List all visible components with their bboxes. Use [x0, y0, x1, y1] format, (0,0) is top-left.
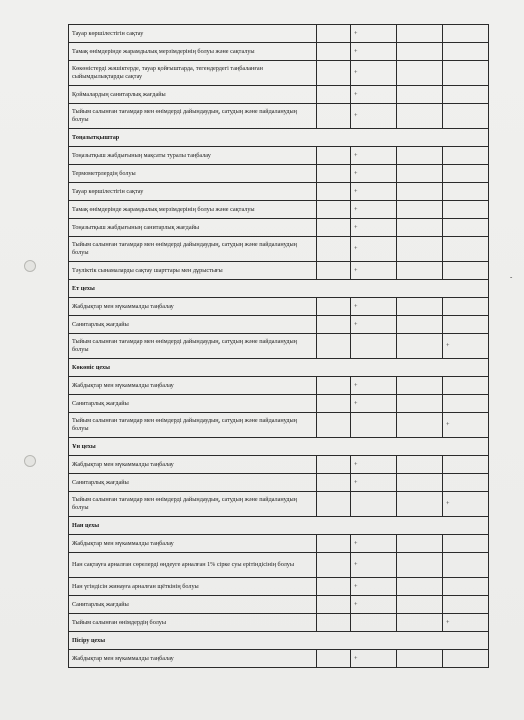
- answer-cell: +: [351, 377, 397, 395]
- answer-cell: [443, 86, 489, 104]
- answer-cell: [397, 596, 443, 614]
- answer-cell: +: [351, 650, 397, 668]
- answer-cell: [317, 316, 351, 334]
- answer-cell: [317, 219, 351, 237]
- answer-cell: [317, 201, 351, 219]
- answer-cell: [397, 395, 443, 413]
- answer-cell: [317, 25, 351, 43]
- answer-cell: [317, 553, 351, 578]
- answer-cell: [443, 201, 489, 219]
- inspection-checklist-table: [68, 24, 489, 668]
- answer-cell: [443, 578, 489, 596]
- punch-hole: [24, 260, 36, 272]
- criterion-text: Тауар көршілестігін сақтау: [69, 25, 317, 43]
- checklist-row: [69, 334, 489, 359]
- answer-cell: [443, 262, 489, 280]
- criterion-text: Нан сақтауға арналған сөрелерді өңдеуге арналған 1% сірке суы ерітіндісінің болуы: [69, 553, 317, 578]
- criterion-text: Көкөністерді жәшіктерде, тауар қойғыштарда, тегендердегі таңбаланған сыйымдылықтарды сақтау: [69, 61, 317, 86]
- checklist-row: [69, 61, 489, 86]
- answer-cell: [317, 395, 351, 413]
- checklist-row: [69, 147, 489, 165]
- criterion-text: Термометрлердің болуы: [69, 165, 317, 183]
- answer-cell: [317, 456, 351, 474]
- answer-cell: +: [351, 43, 397, 61]
- answer-cell: [443, 650, 489, 668]
- criterion-text: Нан үгіндісін жинауға арналған щёткінің болуы: [69, 578, 317, 596]
- answer-cell: +: [443, 413, 489, 438]
- answer-cell: +: [351, 201, 397, 219]
- checklist-row: [69, 316, 489, 334]
- answer-cell: [397, 650, 443, 668]
- answer-cell: [317, 474, 351, 492]
- criterion-text: Тоңазытқыш жабдығының мақсаты туралы таңбалау: [69, 147, 317, 165]
- answer-cell: [317, 334, 351, 359]
- answer-cell: [443, 104, 489, 129]
- checklist-row: [69, 298, 489, 316]
- answer-cell: [397, 165, 443, 183]
- answer-cell: [397, 334, 443, 359]
- criterion-text: Тыйым салынған тағамдар мен өнімдерді дайындаудың, сатудың және пайдаланудың болуы: [69, 104, 317, 129]
- answer-cell: [397, 237, 443, 262]
- section-title: Ұн цехы: [69, 438, 489, 456]
- answer-cell: [351, 334, 397, 359]
- answer-cell: [443, 183, 489, 201]
- checklist-row: [69, 456, 489, 474]
- criterion-text: Жабдықтар мен мүкаммалды таңбалау: [69, 377, 317, 395]
- answer-cell: +: [351, 25, 397, 43]
- checklist-row: [69, 553, 489, 578]
- margin-mark: -: [510, 273, 513, 281]
- criterion-text: Тәуліктік сынамаларды сақтау шарттары мен дұрыстығы: [69, 262, 317, 280]
- criterion-text: Тауар көршілестігін сақтау: [69, 183, 317, 201]
- checklist-row: [69, 262, 489, 280]
- criterion-text: Жабдықтар мен мүкаммалды таңбалау: [69, 456, 317, 474]
- answer-cell: [443, 596, 489, 614]
- answer-cell: +: [351, 219, 397, 237]
- answer-cell: +: [351, 86, 397, 104]
- punch-hole: [24, 455, 36, 467]
- checklist-row: [69, 650, 489, 668]
- checklist-row: [69, 492, 489, 517]
- section-header-row: [69, 517, 489, 535]
- checklist-row: [69, 377, 489, 395]
- answer-cell: +: [351, 183, 397, 201]
- answer-cell: [443, 456, 489, 474]
- answer-cell: [443, 298, 489, 316]
- answer-cell: [397, 104, 443, 129]
- checklist-row: [69, 413, 489, 438]
- answer-cell: [351, 614, 397, 632]
- criterion-text: Тыйым салынған тағамдар мен өнімдерді дайындаудың, сатудың және пайдаланудың болуы: [69, 237, 317, 262]
- answer-cell: +: [443, 614, 489, 632]
- answer-cell: [317, 147, 351, 165]
- answer-cell: +: [351, 237, 397, 262]
- answer-cell: +: [351, 316, 397, 334]
- criterion-text: Қоймалардың санитарлық жағдайы: [69, 86, 317, 104]
- answer-cell: [443, 147, 489, 165]
- answer-cell: [317, 61, 351, 86]
- criterion-text: Санитарлық жағдайы: [69, 395, 317, 413]
- answer-cell: [317, 237, 351, 262]
- checklist-row: [69, 535, 489, 553]
- checklist-row: [69, 474, 489, 492]
- answer-cell: [351, 492, 397, 517]
- section-header-row: [69, 129, 489, 147]
- checklist-row: [69, 104, 489, 129]
- answer-cell: [443, 25, 489, 43]
- criterion-text: Тамақ өнімдерінде жарамдылық мерзімдерінің болуы және сақталуы: [69, 43, 317, 61]
- answer-cell: [397, 86, 443, 104]
- answer-cell: [397, 553, 443, 578]
- answer-cell: [317, 262, 351, 280]
- answer-cell: [397, 614, 443, 632]
- answer-cell: [443, 535, 489, 553]
- section-header-row: [69, 359, 489, 377]
- criterion-text: Санитарлық жағдайы: [69, 316, 317, 334]
- section-title: Көкөніс цехы: [69, 359, 489, 377]
- answer-cell: [443, 377, 489, 395]
- answer-cell: +: [351, 596, 397, 614]
- answer-cell: +: [443, 334, 489, 359]
- answer-cell: [317, 413, 351, 438]
- answer-cell: [443, 395, 489, 413]
- section-title: Нан цехы: [69, 517, 489, 535]
- answer-cell: [397, 316, 443, 334]
- answer-cell: +: [351, 578, 397, 596]
- answer-cell: [317, 86, 351, 104]
- checklist-row: [69, 237, 489, 262]
- criterion-text: Тамақ өнімдерінде жарамдылық мерзімдерінің болуы және сақталуы: [69, 201, 317, 219]
- criterion-text: Жабдықтар мен мүкаммалды таңбалау: [69, 650, 317, 668]
- checklist-row: [69, 395, 489, 413]
- answer-cell: +: [351, 61, 397, 86]
- checklist-row: [69, 596, 489, 614]
- criterion-text: Жабдықтар мен мүкаммалды таңбалау: [69, 298, 317, 316]
- checklist-row: [69, 614, 489, 632]
- criterion-text: Тыйым салынған өнімдердің болуы: [69, 614, 317, 632]
- answer-cell: [443, 553, 489, 578]
- answer-cell: [443, 43, 489, 61]
- answer-cell: [397, 492, 443, 517]
- answer-cell: [317, 492, 351, 517]
- criterion-text: Жабдықтар мен мүкаммалды таңбалау: [69, 535, 317, 553]
- answer-cell: [397, 61, 443, 86]
- answer-cell: [443, 165, 489, 183]
- answer-cell: +: [351, 456, 397, 474]
- answer-cell: +: [351, 147, 397, 165]
- answer-cell: [317, 535, 351, 553]
- answer-cell: +: [351, 104, 397, 129]
- answer-cell: [317, 298, 351, 316]
- answer-cell: [317, 596, 351, 614]
- checklist-row: [69, 43, 489, 61]
- answer-cell: [397, 535, 443, 553]
- checklist-row: [69, 86, 489, 104]
- section-title: Тоңазытқыштар: [69, 129, 489, 147]
- answer-cell: [317, 104, 351, 129]
- checklist-row: [69, 25, 489, 43]
- answer-cell: [397, 298, 443, 316]
- answer-cell: [317, 578, 351, 596]
- answer-cell: +: [351, 165, 397, 183]
- answer-cell: [397, 474, 443, 492]
- answer-cell: [397, 183, 443, 201]
- criterion-text: Тыйым салынған тағамдар мен өнімдерді дайындаудың, сатудың және пайдаланудың болуы: [69, 492, 317, 517]
- answer-cell: [397, 219, 443, 237]
- criterion-text: Санитарлық жағдайы: [69, 596, 317, 614]
- answer-cell: [397, 25, 443, 43]
- answer-cell: [397, 456, 443, 474]
- answer-cell: +: [351, 553, 397, 578]
- checklist-row: [69, 183, 489, 201]
- criterion-text: Тоңазытқыш жабдығының санитарлық жағдайы: [69, 219, 317, 237]
- answer-cell: +: [443, 492, 489, 517]
- answer-cell: [397, 413, 443, 438]
- answer-cell: [351, 413, 397, 438]
- section-header-row: [69, 632, 489, 650]
- criterion-text: Тыйым салынған тағамдар мен өнімдерді дайындаудың, сатудың және пайдаланудың болуы: [69, 334, 317, 359]
- answer-cell: +: [351, 298, 397, 316]
- checklist-row: [69, 578, 489, 596]
- answer-cell: [443, 61, 489, 86]
- answer-cell: [317, 183, 351, 201]
- criterion-text: Санитарлық жағдайы: [69, 474, 317, 492]
- answer-cell: +: [351, 535, 397, 553]
- answer-cell: +: [351, 262, 397, 280]
- answer-cell: [317, 614, 351, 632]
- answer-cell: +: [351, 474, 397, 492]
- section-header-row: [69, 280, 489, 298]
- section-title: Ет цехы: [69, 280, 489, 298]
- criterion-text: Тыйым салынған тағамдар мен өнімдерді дайындаудың, сатудың және пайдаланудың болуы: [69, 413, 317, 438]
- section-title: Пісіру цехы: [69, 632, 489, 650]
- answer-cell: [397, 262, 443, 280]
- answer-cell: [443, 219, 489, 237]
- checklist-row: [69, 201, 489, 219]
- answer-cell: [317, 165, 351, 183]
- answer-cell: [397, 201, 443, 219]
- answer-cell: [443, 316, 489, 334]
- answer-cell: [397, 578, 443, 596]
- answer-cell: [397, 377, 443, 395]
- answer-cell: [317, 43, 351, 61]
- answer-cell: [397, 147, 443, 165]
- answer-cell: [443, 237, 489, 262]
- answer-cell: [317, 650, 351, 668]
- checklist-body: [69, 25, 489, 668]
- answer-cell: [397, 43, 443, 61]
- answer-cell: [317, 377, 351, 395]
- checklist-row: [69, 219, 489, 237]
- answer-cell: +: [351, 395, 397, 413]
- section-header-row: [69, 438, 489, 456]
- checklist-row: [69, 165, 489, 183]
- answer-cell: [443, 474, 489, 492]
